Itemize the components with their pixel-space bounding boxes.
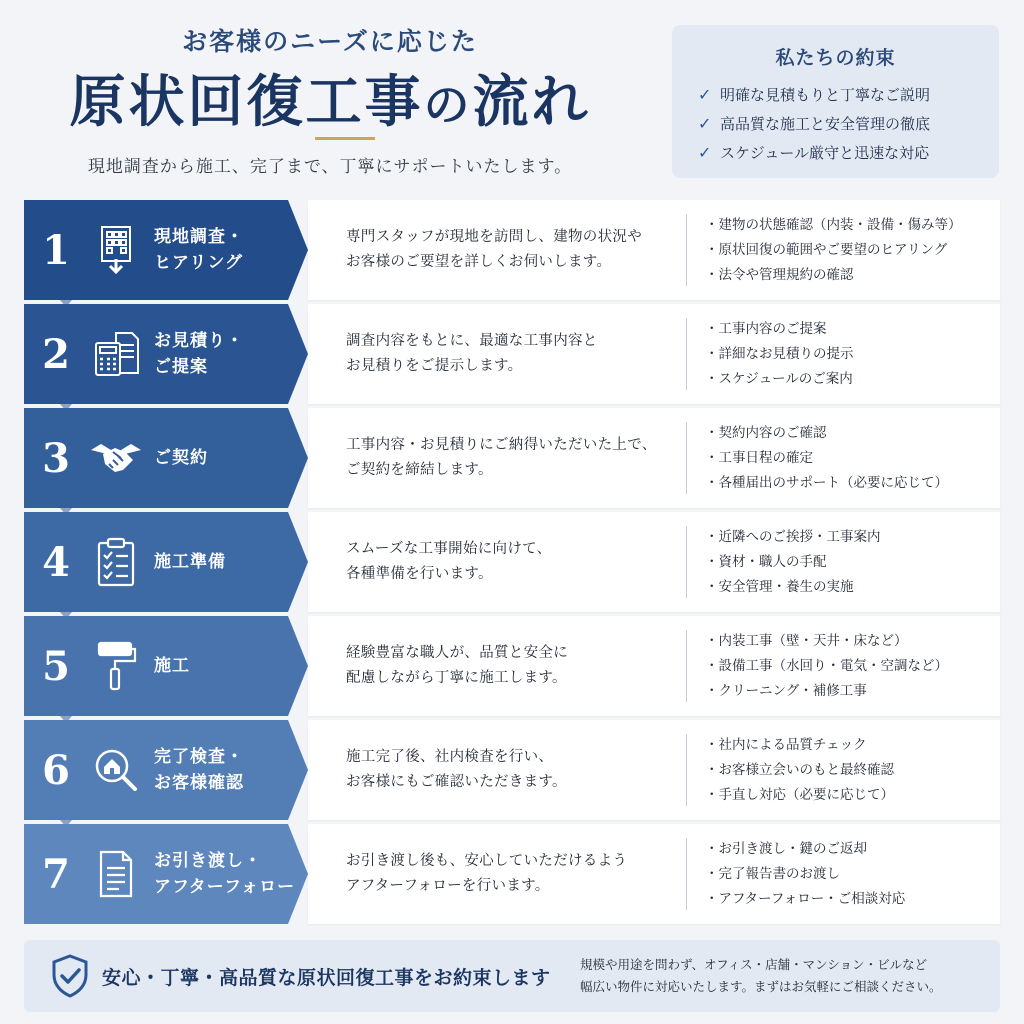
divider <box>686 214 687 286</box>
step-bullet: ・ 近隣へのご挨拶・工事案内 <box>705 525 881 550</box>
step-label: 現地調査・ ヒアリング <box>154 227 244 273</box>
step-bullet-list <box>705 733 894 808</box>
step-bullet-list <box>705 629 948 704</box>
step-row <box>24 512 1000 612</box>
header <box>0 0 660 195</box>
clipboard-icon <box>88 534 144 590</box>
divider <box>686 734 687 806</box>
page-subtitle: お客様のニーズに応じた <box>182 27 478 56</box>
step-row <box>24 720 1000 820</box>
step-bullet: ・ 完了報告書のお渡し <box>705 862 905 887</box>
step-header <box>24 408 308 508</box>
step-bullet-list <box>705 421 948 496</box>
divider <box>686 422 687 494</box>
step-bullet: ・ 社内による品質チェック <box>705 733 894 758</box>
step-bullet: ・ スケジュールのご案内 <box>705 367 854 392</box>
lead-text: 現地調査から施工、完了まで、丁寧にサポートいたします。 <box>87 157 573 177</box>
check-icon: ✓ <box>698 114 712 133</box>
step-bullet-list <box>705 837 905 912</box>
step-label: 施工 <box>154 656 190 676</box>
step-bullet: ・ 設備工事（水回り・電気・空調など） <box>705 654 948 679</box>
step-bullet-list <box>705 525 881 600</box>
step-bullet: ・ 安全管理・養生の実施 <box>705 575 881 600</box>
footer-main-text: 安心・丁寧・高品質な原状回復工事をお約束します <box>102 966 551 989</box>
promise-item <box>698 138 973 167</box>
calculator-icon <box>88 326 144 382</box>
shield-check-icon <box>38 940 102 1012</box>
step-header <box>24 512 308 612</box>
step-row <box>24 824 1000 924</box>
step-description: 工事内容・お見積りにご納得いただいた上で、 ご契約を締結します。 <box>346 437 657 478</box>
step-label: お引き渡し・ アフターフォロー <box>154 851 296 897</box>
step-bullet: ・ 工事日程の確定 <box>705 446 948 471</box>
divider <box>686 526 687 598</box>
title-underline <box>315 137 375 140</box>
divider <box>686 838 687 910</box>
step-description: 経験豊富な職人が、品質と安全に 配慮しながら丁寧に施工します。 <box>346 645 568 686</box>
step-number: 1 <box>42 226 70 274</box>
house-search-icon <box>88 742 144 798</box>
title-main: 原状回復工事 <box>69 69 424 135</box>
step-header <box>24 200 308 300</box>
promise-box <box>672 25 999 178</box>
step-label: 施工準備 <box>154 552 226 572</box>
promise-item-text: 高品質な施工と安全管理の徹底 <box>720 115 931 133</box>
step-row <box>24 304 1000 404</box>
step-description: 調査内容をもとに、最適な工事内容と お見積りをご提示します。 <box>346 333 598 374</box>
step-header <box>24 824 308 924</box>
step-number: 6 <box>42 746 70 794</box>
step-bullet: ・ 資材・職人の手配 <box>705 550 881 575</box>
step-bullet: ・ 各種届出のサポート（必要に応じて） <box>705 471 948 496</box>
step-number: 4 <box>42 538 70 586</box>
promise-item-text: スケジュール厳守と迅速な対応 <box>720 144 930 162</box>
step-description: 施工完了後、社内検査を行い、 お客様にもご確認いただきます。 <box>346 749 567 790</box>
step-number: 2 <box>42 330 70 378</box>
step-bullet: ・ 手直し対応（必要に応じて） <box>705 783 894 808</box>
step-row <box>24 408 1000 508</box>
step-header <box>24 304 308 404</box>
step-description: スムーズな工事開始に向けて、 各種準備を行います。 <box>346 541 552 582</box>
step-body <box>308 408 1000 508</box>
building-icon <box>88 222 144 278</box>
step-description: 専門スタッフが現地を訪問し、建物の状況や お客様のご要望を詳しくお伺いします。 <box>346 229 642 270</box>
step-number: 7 <box>42 850 70 898</box>
promise-title: 私たちの約束 <box>775 47 896 69</box>
step-bullet: ・ 建物の状態確認（内装・設備・傷み等） <box>705 213 962 238</box>
document-icon <box>88 846 144 902</box>
step-bullet: ・ 詳細なお見積りの提示 <box>705 342 854 367</box>
footer-banner <box>24 940 1000 1012</box>
step-body <box>308 720 1000 820</box>
handshake-icon <box>88 430 144 486</box>
step-bullet: ・ お客様立会いのもと最終確認 <box>705 758 894 783</box>
paint-roller-icon <box>88 638 144 694</box>
step-number: 5 <box>42 642 70 690</box>
promise-item-text: 明確な見積もりと丁寧なご説明 <box>720 86 931 104</box>
step-bullet: ・ 工事内容のご提案 <box>705 317 854 342</box>
step-bullet: ・ アフターフォロー・ご相談対応 <box>705 887 905 912</box>
footer-sub-text: 規模や用途を問わず、オフィス・店舗・マンション・ビルなど 幅広い物件に対応いたします。まずはお気軽にご相談ください。 <box>580 957 942 994</box>
step-label: ご契約 <box>154 448 208 468</box>
divider <box>686 630 687 702</box>
step-number: 3 <box>42 434 70 482</box>
step-row <box>24 616 1000 716</box>
step-header <box>24 720 308 820</box>
step-bullet: ・ 契約内容のご確認 <box>705 421 948 446</box>
title-end: 流れ <box>472 69 591 135</box>
divider <box>686 318 687 390</box>
step-bullet: ・ 内装工事（壁・天井・床など） <box>705 629 948 654</box>
check-icon: ✓ <box>698 143 712 162</box>
title-particle: の <box>423 78 473 132</box>
step-bullet: ・ 原状回復の範囲やご要望のヒアリング <box>705 238 962 263</box>
step-bullet-list <box>705 213 962 288</box>
step-label: 完了検査・ お客様確認 <box>154 747 244 793</box>
step-bullet: ・ クリーニング・補修工事 <box>705 679 948 704</box>
step-bullet-list <box>705 317 854 392</box>
step-body <box>308 616 1000 716</box>
step-header <box>24 616 308 716</box>
step-body <box>308 304 1000 404</box>
step-bullet: ・ 法令や管理規約の確認 <box>705 263 962 288</box>
step-bullet: ・ お引き渡し・鍵のご返却 <box>705 837 905 862</box>
step-row <box>24 200 1000 300</box>
step-body <box>308 512 1000 612</box>
step-description: お引き渡し後も、安心していただけるよう アフターフォローを行います。 <box>346 853 628 894</box>
promise-item <box>698 80 973 109</box>
promise-item <box>698 109 973 138</box>
step-body <box>308 200 1000 300</box>
check-icon: ✓ <box>698 85 712 104</box>
step-label: お見積り・ ご提案 <box>154 331 244 377</box>
page-title <box>0 58 660 138</box>
step-body <box>308 824 1000 924</box>
